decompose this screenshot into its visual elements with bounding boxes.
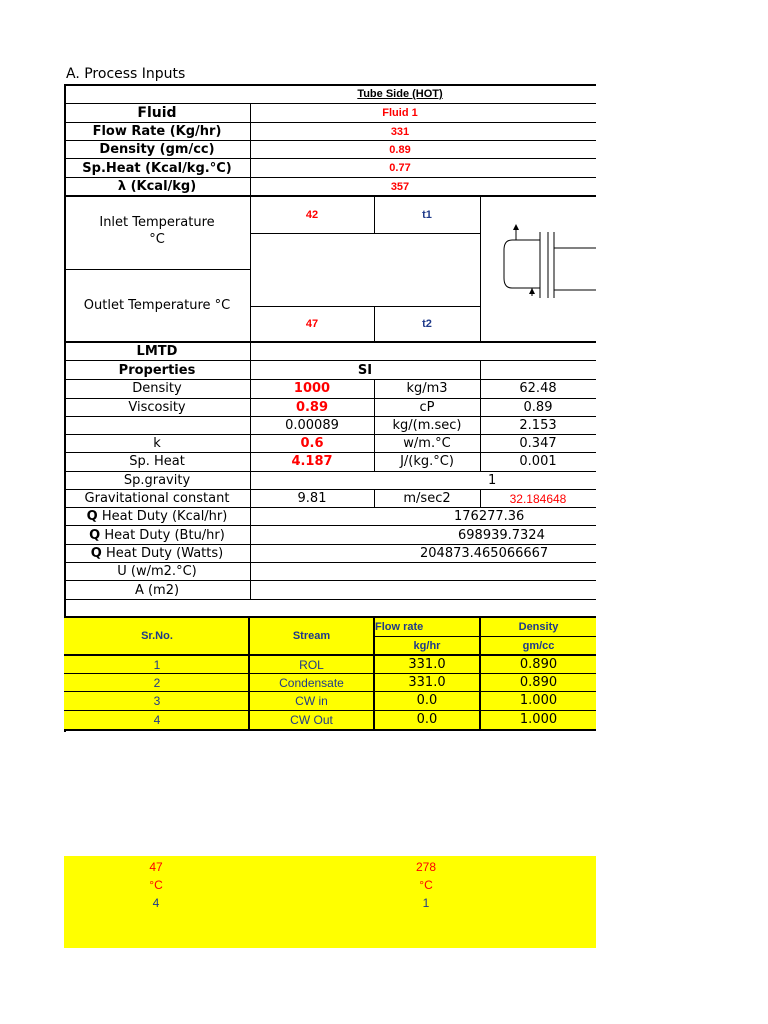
lmtd-label: LMTD bbox=[136, 343, 178, 359]
property-converted: 0.001 bbox=[519, 454, 557, 469]
q-kcal-value: 176277.36 bbox=[454, 509, 525, 524]
flow-rate-value[interactable]: 331 bbox=[390, 125, 410, 138]
q-kcal-label-text: Heat Duty (Kcal/hr) bbox=[97, 509, 228, 524]
sp-heat-label: Sp.Heat (Kcal/kg.°C) bbox=[82, 160, 232, 176]
fluid-value[interactable]: Fluid 1 bbox=[382, 107, 418, 119]
q-btu-label-text: Heat Duty (Btu/hr) bbox=[100, 527, 225, 543]
property-converted: 0.347 bbox=[519, 436, 557, 451]
grid-line bbox=[64, 599, 596, 600]
sp-gravity-label: Sp.gravity bbox=[123, 473, 191, 488]
fluid-label: Fluid bbox=[137, 105, 177, 121]
u-label: U (w/m2.°C) bbox=[117, 564, 197, 579]
q-watts-label-text: Heat Duty (Watts) bbox=[101, 546, 224, 561]
stream-density: 1.000 bbox=[519, 712, 558, 727]
property-name: Viscosity bbox=[128, 400, 186, 415]
header-flow-unit: kg/hr bbox=[413, 639, 441, 652]
header-density-unit: gm/cc bbox=[522, 639, 555, 652]
bottom-left-value: 47 bbox=[149, 859, 163, 874]
property-name: Sp. Heat bbox=[129, 454, 185, 469]
grav-constant-unit: m/sec2 bbox=[403, 491, 451, 506]
stream-flow: 331.0 bbox=[408, 675, 446, 690]
stream-flow: 331.0 bbox=[408, 657, 446, 672]
property-converted: 2.153 bbox=[519, 418, 557, 433]
bottom-right-value: 278 bbox=[415, 859, 437, 874]
property-name: k bbox=[153, 436, 161, 451]
inlet-temperature-label-line1: Inlet Temperature bbox=[99, 215, 215, 230]
q-btu-value: 698939.7324 bbox=[458, 527, 545, 543]
grid-line bbox=[250, 233, 480, 234]
grav-constant-label: Gravitational constant bbox=[84, 491, 230, 506]
stream-name: ROL bbox=[299, 657, 324, 672]
property-unit: kg/(m.sec) bbox=[392, 418, 462, 433]
bottom-right-value: 1 bbox=[422, 895, 430, 910]
property-name bbox=[64, 417, 250, 434]
heat-exchanger-diagram bbox=[490, 210, 596, 320]
q-watts-label bbox=[64, 545, 250, 562]
header-density: Density bbox=[518, 621, 559, 633]
sp-gravity-value: 1 bbox=[488, 473, 497, 488]
q-watts-value: 204873.465066667 bbox=[420, 546, 549, 561]
lambda-label: λ (Kcal/kg) bbox=[117, 179, 197, 194]
properties-unit-header: SI bbox=[357, 362, 373, 378]
bottom-right-value: °C bbox=[419, 877, 433, 892]
grid-line bbox=[480, 195, 481, 342]
property-si-value: 0.6 bbox=[300, 436, 324, 451]
property-si-value: 0.89 bbox=[295, 400, 329, 415]
bottom-left-value: °C bbox=[149, 877, 163, 892]
property-converted: 0.89 bbox=[523, 400, 553, 415]
outlet-temperature-value[interactable]: 47 bbox=[305, 318, 319, 330]
q-kcal-label bbox=[64, 508, 250, 525]
tube-side-header: Tube Side (HOT) bbox=[357, 88, 443, 100]
stream-flow: 0.0 bbox=[416, 712, 438, 727]
stream-name: CW in bbox=[295, 693, 328, 708]
q-symbol: Q bbox=[86, 509, 98, 524]
property-si-value: 0.00089 bbox=[285, 418, 339, 433]
grid-line bbox=[64, 729, 596, 731]
stream-flow: 0.0 bbox=[416, 693, 438, 708]
property-converted: 62.48 bbox=[519, 381, 557, 396]
property-name: Density bbox=[132, 381, 182, 396]
stream-density: 1.000 bbox=[519, 693, 558, 708]
sp-heat-value[interactable]: 0.77 bbox=[389, 162, 411, 174]
stream-sr-no: 1 bbox=[153, 657, 161, 672]
property-si-value: 4.187 bbox=[291, 454, 333, 469]
q-symbol: Q bbox=[89, 527, 101, 543]
q-symbol: Q bbox=[90, 546, 102, 561]
header-flow-rate: Flow rate bbox=[375, 621, 424, 633]
density-value[interactable]: 0.89 bbox=[389, 143, 411, 156]
grav-constant-converted: 32.184648 bbox=[509, 491, 567, 506]
stream-sr-no: 3 bbox=[153, 693, 161, 708]
flow-rate-label: Flow Rate (Kg/hr) bbox=[92, 124, 222, 139]
grav-constant-value: 9.81 bbox=[297, 491, 327, 506]
a-label: A (m2) bbox=[134, 582, 180, 598]
inlet-symbol: t1 bbox=[422, 208, 432, 221]
density-label: Density (gm/cc) bbox=[99, 142, 215, 157]
stream-sr-no: 2 bbox=[153, 675, 161, 690]
property-unit: kg/m3 bbox=[406, 381, 448, 396]
property-unit: cP bbox=[419, 400, 435, 415]
stream-name: CW Out bbox=[290, 712, 333, 727]
outlet-symbol: t2 bbox=[422, 318, 432, 330]
stream-density: 0.890 bbox=[519, 657, 558, 672]
outlet-temperature-label: Outlet Temperature °C bbox=[83, 298, 231, 313]
stream-density: 0.890 bbox=[519, 675, 558, 690]
header-stream: Stream bbox=[292, 630, 331, 642]
inlet-temperature-label-line2: °C bbox=[149, 232, 165, 247]
properties-header: Properties bbox=[118, 362, 196, 378]
q-btu-label bbox=[64, 526, 250, 544]
inlet-temperature-value[interactable]: 42 bbox=[305, 208, 319, 221]
property-si-value: 1000 bbox=[293, 381, 331, 396]
property-unit: J/(kg.°C) bbox=[400, 454, 454, 469]
stream-name: Condensate bbox=[279, 675, 344, 690]
property-unit: w/m.°C bbox=[403, 436, 451, 451]
bottom-left-value: 4 bbox=[152, 895, 160, 910]
section-title: A. Process Inputs bbox=[66, 66, 186, 82]
inlet-temperature-label bbox=[64, 214, 250, 248]
stream-sr-no: 4 bbox=[153, 712, 161, 727]
header-sr-no: Sr.No. bbox=[141, 630, 173, 642]
lambda-value[interactable]: 357 bbox=[390, 180, 410, 193]
